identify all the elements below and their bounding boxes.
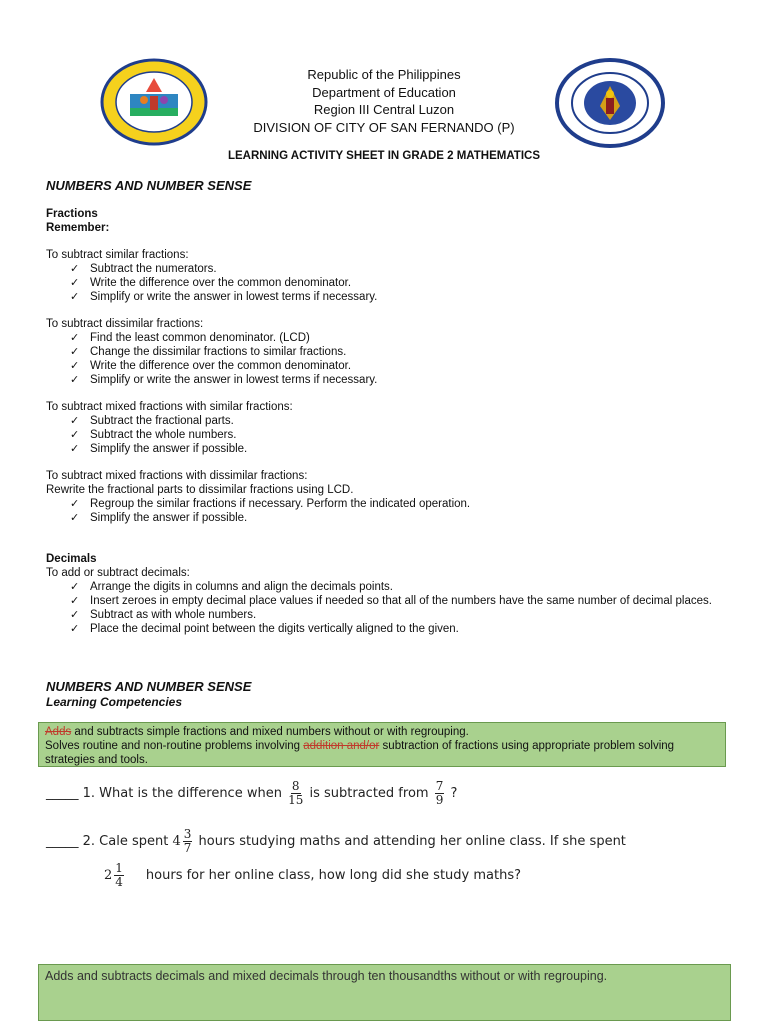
- header-division: DIVISION OF CITY OF SAN FERNANDO (P): [253, 119, 515, 135]
- question-text: 1. What is the difference when: [78, 786, 287, 801]
- deped-division-seal: [100, 58, 208, 146]
- denominator: 7: [183, 841, 192, 855]
- fraction: [183, 828, 193, 855]
- check-item: ✓ Subtract the whole numbers.: [70, 428, 746, 442]
- fraction-rules-group-1: [46, 248, 746, 304]
- letterhead: [200, 66, 568, 136]
- fraction-rules-group-2: [46, 317, 746, 387]
- check-item: ✓ Write the difference over the common denominator.: [70, 359, 746, 373]
- decimals-rules: [46, 552, 736, 636]
- group-intro: To subtract similar fractions:: [46, 249, 189, 261]
- header-region: Region III Central Luzon: [313, 102, 455, 117]
- numerator: 1: [115, 861, 123, 875]
- decimals-title: Decimals: [46, 553, 97, 565]
- question-text: ?: [446, 786, 458, 801]
- check-item: ✓ Change the dissimilar fractions to similar fractions.: [70, 345, 746, 359]
- numerator: 8: [291, 779, 300, 793]
- denominator: 15: [288, 793, 304, 807]
- competency-text: Solves routine and non-routine problems involving: [45, 740, 304, 752]
- check-item: ✓ Subtract the numerators.: [70, 262, 746, 276]
- fraction: [288, 780, 303, 807]
- fraction-rules-group-3: [46, 400, 746, 456]
- check-item: ✓ Simplify or write the answer in lowest terms if necessary.: [70, 290, 746, 304]
- group-extra: Rewrite the fractional parts to dissimilar fractions using LCD.: [46, 484, 354, 496]
- question-text: 2. Cale spent: [78, 834, 173, 849]
- answer-blank[interactable]: _____: [46, 786, 79, 801]
- mixed-whole: 2: [104, 868, 113, 883]
- numerator: 3: [183, 827, 192, 841]
- check-item: ✓ Simplify the answer if possible.: [70, 511, 746, 525]
- section-heading-2: NUMBERS AND NUMBER SENSE: [46, 679, 252, 694]
- question-1: [46, 780, 457, 807]
- section-heading: NUMBERS AND NUMBER SENSE: [46, 178, 252, 193]
- fraction: [114, 862, 124, 889]
- question-text: hours for her online class, how long did she study maths?: [145, 868, 522, 883]
- header-department: Department of Education: [312, 84, 456, 100]
- denominator: 9: [435, 793, 444, 807]
- check-item: ✓ Arrange the digits in columns and align the decimals points.: [70, 580, 736, 594]
- mixed-whole: 4: [172, 834, 181, 849]
- check-item: ✓ Subtract as with whole numbers.: [70, 608, 736, 622]
- group-intro: To subtract dissimilar fractions:: [46, 318, 204, 330]
- check-item: ✓ Simplify or write the answer in lowest terms if necessary.: [70, 373, 746, 387]
- question-2-continued: [104, 862, 521, 889]
- competencies-heading: Learning Competencies: [46, 695, 183, 709]
- competency-box-fractions: [38, 722, 726, 767]
- denominator: 4: [115, 875, 123, 889]
- competency-box-decimals: Adds and subtracts decimals and mixed decimals through ten thousandths without or with regrouping.: [38, 964, 731, 1021]
- deped-national-seal: [555, 58, 665, 148]
- decimals-intro: To add or subtract decimals:: [46, 567, 190, 579]
- check-item: ✓ Subtract the fractional parts.: [70, 414, 746, 428]
- fraction-rules-group-4: [46, 469, 746, 525]
- competency-text: and subtracts simple fractions and mixed numbers without or with regrouping.: [71, 726, 469, 738]
- check-item: ✓ Regroup the similar fractions if necessary. Perform the indicated operation.: [70, 497, 746, 511]
- answer-blank[interactable]: _____: [46, 834, 79, 849]
- competency-text: subtraction of fractions using appropriate problem solving strategies and tools.: [45, 740, 675, 766]
- struck-text: Adds: [45, 726, 72, 738]
- numerator: 7: [435, 779, 444, 793]
- fraction: [435, 780, 445, 807]
- check-item: ✓ Insert zeroes in empty decimal place values if needed so that all of the numbers have the same number of decimal places.: [70, 594, 736, 608]
- remember-label: Remember:: [46, 222, 110, 234]
- question-text: hours studying maths and attending her online class. If she spent: [194, 834, 626, 849]
- header-republic: Republic of the Philippines: [307, 67, 461, 82]
- page-title: LEARNING ACTIVITY SHEET IN GRADE 2 MATHEMATICS: [227, 150, 540, 162]
- question-2: [46, 828, 626, 855]
- group-intro: To subtract mixed fractions with dissimilar fractions:: [46, 470, 308, 482]
- check-item: ✓ Simplify the answer if possible.: [70, 442, 746, 456]
- fractions-title: Fractions: [46, 208, 98, 220]
- group-intro: To subtract mixed fractions with similar fractions:: [46, 401, 293, 413]
- check-item: ✓ Place the decimal point between the digits vertically aligned to the given.: [70, 622, 736, 636]
- struck-text: addition and/or: [303, 740, 380, 752]
- check-item: ✓ Find the least common denominator. (LCD): [70, 331, 746, 345]
- question-text: is subtracted from: [305, 786, 433, 801]
- check-item: ✓ Write the difference over the common denominator.: [70, 276, 746, 290]
